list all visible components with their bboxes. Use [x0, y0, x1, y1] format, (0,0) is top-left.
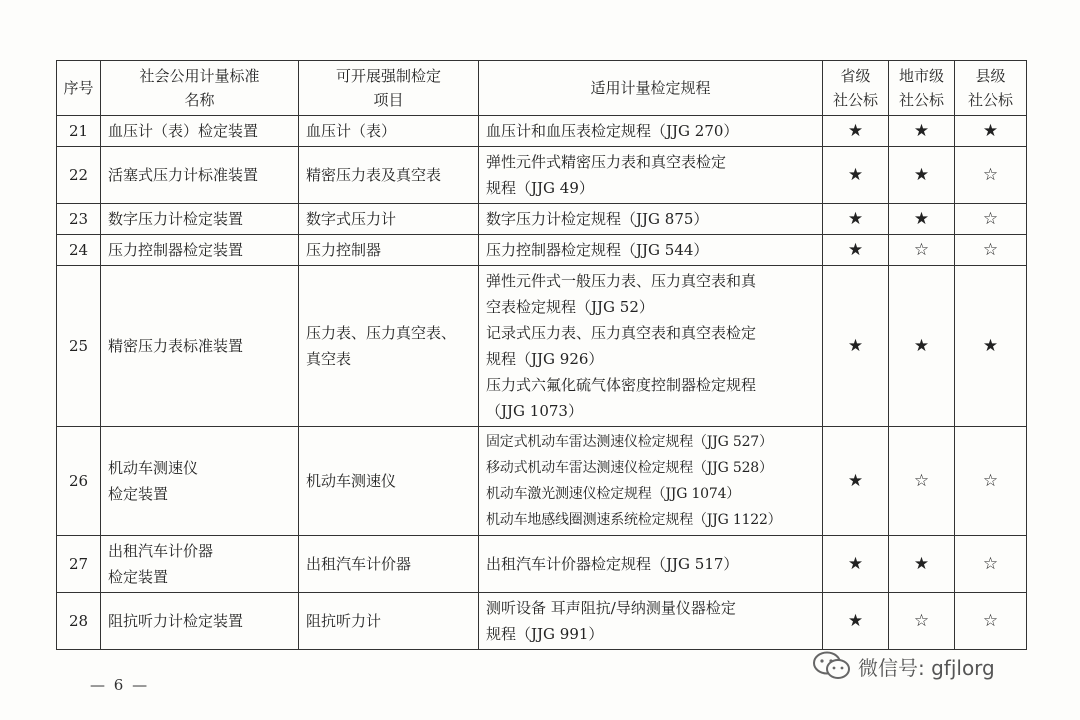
- regulation-list: 固定式机动车雷达测速仪检定规程（JJG 527） 移动式机动车雷达测速仪检定规程（JJG 528） 机动车激光测速仪检定规程（JJG 1074） 机动车地感线圈测速系统检定规程（JJG 1122）: [479, 427, 823, 536]
- verification-item: 机动车测速仪: [299, 427, 479, 536]
- header-county: 县级 社公标: [955, 61, 1027, 116]
- page-number: — 6 —: [90, 676, 150, 694]
- row-number: 27: [57, 536, 101, 593]
- county-level-mark: ☆: [955, 536, 1027, 593]
- watermark-text: 微信号: gfjlorg: [858, 655, 995, 680]
- county-level-mark: ★: [955, 116, 1027, 147]
- device-name: 活塞式压力计标准装置: [101, 147, 299, 204]
- regulation-list: 数字压力计检定规程（JJG 875）: [479, 204, 823, 235]
- row-number: 28: [57, 593, 101, 650]
- province-level-mark: ★: [823, 116, 889, 147]
- regulation-list: 压力控制器检定规程（JJG 544）: [479, 235, 823, 266]
- province-level-mark: ★: [823, 266, 889, 427]
- header-province: 省级 社公标: [823, 61, 889, 116]
- province-level-mark: ★: [823, 536, 889, 593]
- province-level-mark: ★: [823, 593, 889, 650]
- province-level-mark: ★: [823, 235, 889, 266]
- city-level-mark: ☆: [889, 235, 955, 266]
- verification-item: 出租汽车计价器: [299, 536, 479, 593]
- county-level-mark: ☆: [955, 427, 1027, 536]
- table-row: [57, 593, 1027, 650]
- city-level-mark: ★: [889, 147, 955, 204]
- device-name: 数字压力计检定装置: [101, 204, 299, 235]
- device-name: 出租汽车计价器 检定装置: [101, 536, 299, 593]
- regulation-list: 弹性元件式一般压力表、压力真空表和真 空表检定规程（JJG 52） 记录式压力表、压力真空表和真空表检定 规程（JJG 926） 压力式六氟化硫气体密度控制器检定规程 （JJG 1073）: [479, 266, 823, 427]
- table-row: [57, 266, 1027, 427]
- header-regulation: 适用计量检定规程: [479, 61, 823, 116]
- table-body: [57, 116, 1027, 650]
- table-row: [57, 235, 1027, 266]
- header-device: 社会公用计量标准 名称: [101, 61, 299, 116]
- county-level-mark: ☆: [955, 235, 1027, 266]
- verification-item: 压力控制器: [299, 235, 479, 266]
- row-number: 25: [57, 266, 101, 427]
- device-name: 血压计（表）检定装置: [101, 116, 299, 147]
- row-number: 22: [57, 147, 101, 204]
- verification-item: 数字式压力计: [299, 204, 479, 235]
- row-number: 24: [57, 235, 101, 266]
- table-row: [57, 204, 1027, 235]
- device-name: 精密压力表标准装置: [101, 266, 299, 427]
- header-no: 序号: [57, 61, 101, 116]
- city-level-mark: ★: [889, 204, 955, 235]
- table-row: [57, 147, 1027, 204]
- province-level-mark: ★: [823, 204, 889, 235]
- header-row: [57, 61, 1027, 116]
- province-level-mark: ★: [823, 147, 889, 204]
- wechat-watermark: [812, 650, 995, 682]
- province-level-mark: ★: [823, 427, 889, 536]
- device-name: 压力控制器检定装置: [101, 235, 299, 266]
- county-level-mark: ☆: [955, 593, 1027, 650]
- county-level-mark: ☆: [955, 147, 1027, 204]
- verification-item: 压力表、压力真空表、 真空表: [299, 266, 479, 427]
- verification-item: 阻抗听力计: [299, 593, 479, 650]
- verification-item: 精密压力表及真空表: [299, 147, 479, 204]
- row-number: 26: [57, 427, 101, 536]
- device-name: 阻抗听力计检定装置: [101, 593, 299, 650]
- regulation-list: 出租汽车计价器检定规程（JJG 517）: [479, 536, 823, 593]
- row-number: 21: [57, 116, 101, 147]
- header-city: 地市级 社公标: [889, 61, 955, 116]
- table-row: [57, 536, 1027, 593]
- regulation-list: 测听设备 耳声阻抗/导纳测量仪器检定 规程（JJG 991）: [479, 593, 823, 650]
- wechat-icon: [812, 650, 852, 682]
- header-item: 可开展强制检定 项目: [299, 61, 479, 116]
- device-name: 机动车测速仪 检定装置: [101, 427, 299, 536]
- city-level-mark: ★: [889, 266, 955, 427]
- standards-table: [56, 60, 1027, 650]
- verification-item: 血压计（表）: [299, 116, 479, 147]
- table-row: [57, 116, 1027, 147]
- row-number: 23: [57, 204, 101, 235]
- city-level-mark: ★: [889, 116, 955, 147]
- table-row: [57, 427, 1027, 536]
- county-level-mark: ★: [955, 266, 1027, 427]
- regulation-list: 弹性元件式精密压力表和真空表检定 规程（JJG 49）: [479, 147, 823, 204]
- city-level-mark: ☆: [889, 427, 955, 536]
- city-level-mark: ☆: [889, 593, 955, 650]
- regulation-list: 血压计和血压表检定规程（JJG 270）: [479, 116, 823, 147]
- county-level-mark: ☆: [955, 204, 1027, 235]
- city-level-mark: ★: [889, 536, 955, 593]
